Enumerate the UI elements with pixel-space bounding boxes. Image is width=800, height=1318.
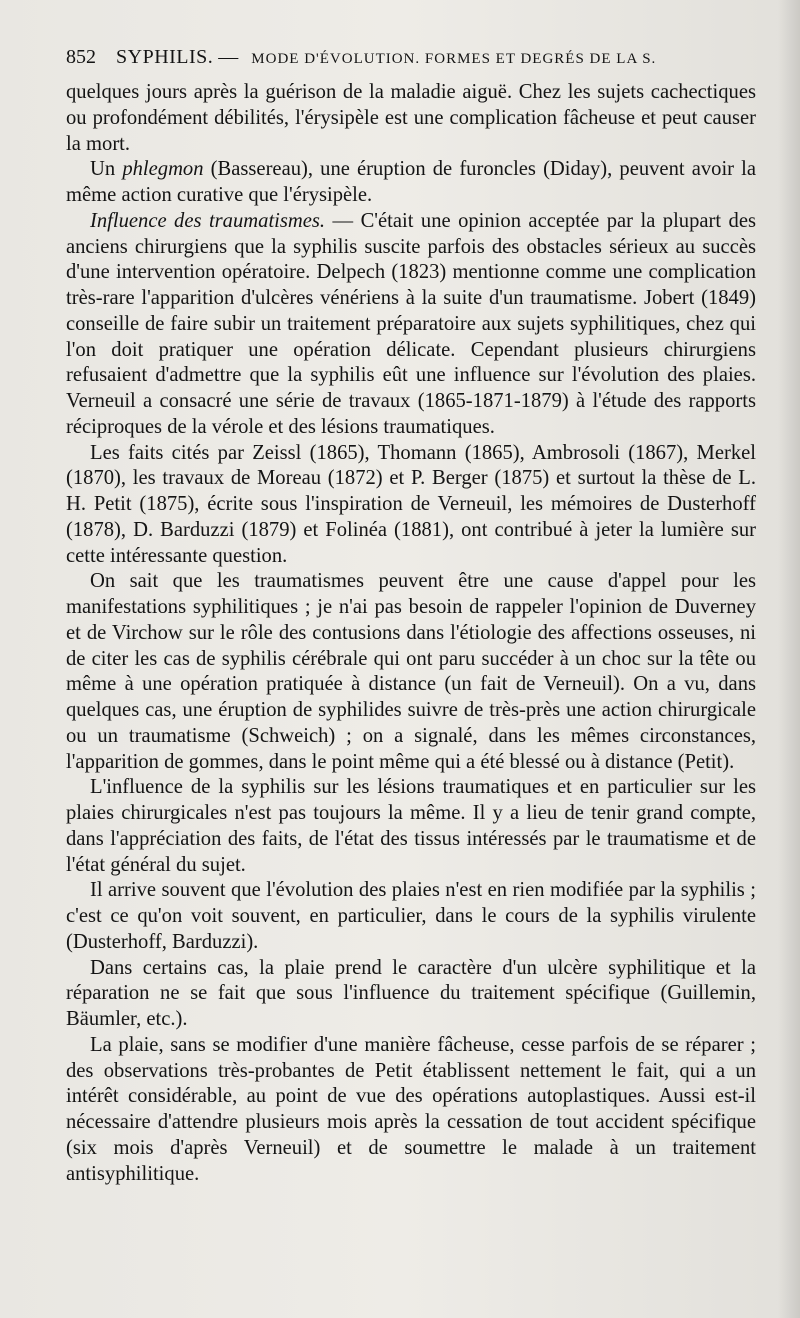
paragraph-ulcere-syphilitique [66,956,756,1033]
paragraph-reparation [66,1033,756,1188]
paragraph-text: Les faits cités par Zeissl (1865), Thomann (1865), Ambrosoli (1867), Merkel (1870), les travaux de Moreau (1872) et P. Berger (1875) et surtout la thèse de L. H. Petit (1875), écrite sous l'inspiration de Verneuil, les mémoires de Dusterhoff (1878), D. Barduzzi (1879) et Folinéa (1881), ont contribué à jeter la lumière sur cette intéressante question. [66,441,756,567]
paragraph-text: Dans certains cas, la plaie prend le caractère d'un ulcère syphilitique et la réparation ne se fait que sous l'influence du traitement spécifique (Guillemin, Bäumler, etc.). [66,956,756,1030]
paragraph-faits-cites [66,441,756,570]
paragraph-influence-syphilis [66,775,756,878]
header-separator: — [218,46,239,68]
paragraph-text: quelques jours après la guérison de la maladie aiguë. Chez les sujets cachectiques ou profondément débilités, l'érysipèle est une complication fâcheuse et peut causer la mort. [66,81,756,155]
paragraph-text: On sait que les traumatismes peuvent être une cause d'appel pour les manifestations syphilitiques ; je n'ai pas besoin de rappeler l'opinion de Duverney et de Virchow sur le rôle des contusions dans l'étiologie des affections osseuses, ni de citer les cas de syphilis cérébrale qui ont paru succéder à un choc sur la tête ou même à une opération pratiquée à distance (un fait de Verneuil). On a vu, dans quelques cas, une éruption de syphilides suivre de très-près une action chirurgicale ou un traumatisme (Schweich) ; on a signalé, dans les mêmes circonstances, l'apparition de gommes, dans le point même qui a été blessé ou à distance (Petit). [66,570,756,773]
paragraph-continuation [66,80,756,157]
italic-term-phlegmon: phlegmon [122,158,204,181]
page-number: 852 [66,46,96,68]
body-text [66,80,756,1187]
paragraph-evolution-plaies [66,878,756,955]
section-heading: Influence des traumatismes. [90,209,326,232]
paragraph-text: (Bassereau), une éruption de furoncles (Diday), peuvent avoir la même action curative que l'érysipèle. [66,158,757,206]
page-edge-shadow [778,0,800,1318]
running-subtitle: MODE D'ÉVOLUTION. FORMES ET DEGRÉS DE LA S. [251,51,657,67]
paragraph-lead: Un [90,158,116,181]
paragraph-text: La plaie, sans se modifier d'une manière fâcheuse, cesse parfois de se réparer ; des observations très-probantes de Petit établissent nettement le fait, qui a un intérêt considérable, au point de vue des opérations autoplastiques. Aussi est-il nécessaire d'attendre plusieurs mois après la cessation de tout accident spécifique (six mois d'après Verneuil) et de soumettre le malade à un traitement antisyphilitique. [66,1033,756,1185]
running-title: SYPHILIS. [116,46,214,68]
paragraph-text: L'influence de la syphilis sur les lésions traumatiques et en particulier sur les plaies chirurgicales n'est pas toujours la même. Il y a lieu de tenir grand compte, dans l'appréciation des faits, de l'état des tissus intéressés par le traumatisme et de l'état général du sujet. [66,776,756,876]
paragraph-phlegmon [66,157,756,209]
paragraph-cause-d-appel [66,569,756,775]
paragraph-text: Il arrive souvent que l'évolution des plaies n'est en rien modifiée par la syphilis ; c'est ce qu'on voit souvent, en particulier, dans le cours de la syphilis virulente (Dusterhoff, Barduzzi). [66,879,756,953]
paragraph-text: — C'était une opinion acceptée par la plupart des anciens chirurgiens que la syphilis suscite parfois des obstacles sérieux au succès d'une intervention opératoire. Delpech (1823) mentionne comme une complication très-rare l'apparition d'ulcères vénériens à la suite d'un traumatisme. Jobert (1849) conseille de faire subir un traitement préparatoire aux sujets syphilitiques, chez qui l'on doit pratiquer une opération délicate. Cependant plusieurs chirurgiens refusaient d'admettre que la syphilis eût une influence sur l'évolution des plaies. Verneuil a consacré une série de travaux (1865-1871-1879) à l'étude des rapports réciproques de la vérole et des lésions traumatiques. [66,209,756,438]
running-header [66,44,756,72]
section-influence-des-traumatismes [66,209,756,441]
